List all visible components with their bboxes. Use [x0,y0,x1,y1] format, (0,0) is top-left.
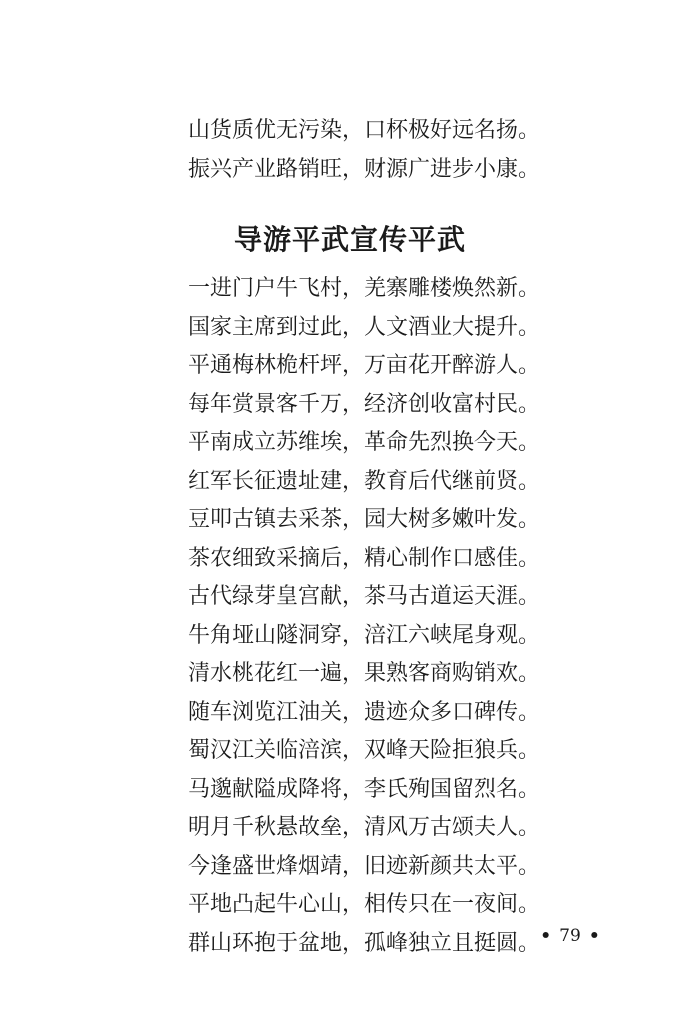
verse-line: 平地凸起牛心山，相传只在一夜间。 [188,892,541,917]
footer-dot-left: • [540,926,552,946]
poem-title: 导游平武宣传平武 [233,223,466,256]
intro-verse [188,112,541,189]
verse-line: 随车浏览江油关，遗迹众多口碑传。 [188,699,541,725]
verse-line: 平通梅林桅杆坪，万亩花开醉游人。 [188,353,541,378]
poem-body [188,270,541,963]
verse-line: 明月千秋悬故垒，清风万古颂夫人。 [188,815,541,840]
verse-line: 茶农细致采摘后，精心制作口感佳。 [188,545,541,571]
verse-line: 古代绿芽皇宫献，茶马古道运天涯。 [188,584,541,609]
verse-line: 蜀汉江关临涪滨，双峰天险拒狼兵。 [188,738,541,763]
footer-dot-right: • [588,926,600,946]
verse-line: 牛角垭山隧洞穿，涪江六峡尾身观。 [188,622,541,648]
verse-line: 山货质优无污染，口杯极好远名扬。 [188,118,541,143]
verse-line: 振兴产业路销旺，财源广进步小康。 [188,156,541,182]
verse-line: 群山环抱于盆地，孤峰独立且挺圆。 [188,930,541,956]
verse-line: 今逢盛世烽烟靖，旧迹新颜共太平。 [188,853,541,879]
verse-line: 红军长征遗址建，教育后代继前贤。 [188,468,541,494]
page-footer [530,922,610,950]
verse-line: 清水桃花红一遍，果熟客商购销欢。 [188,661,541,686]
verse-line: 马邈献隘成降将，李氏殉国留烈名。 [188,776,541,802]
verse-line: 国家主席到过此，人文酒业大提升。 [188,314,541,340]
page-number: 79 [559,926,581,946]
verse-line: 一进门户牛飞村，羌寨雕楼焕然新。 [188,276,541,301]
verse-line: 豆叩古镇去采茶，园大树多嫩叶发。 [188,507,541,532]
verse-line: 每年赏景客千万，经济创收富村民。 [188,391,541,417]
verse-line: 平南成立苏维埃，革命先烈换今天。 [188,430,541,455]
